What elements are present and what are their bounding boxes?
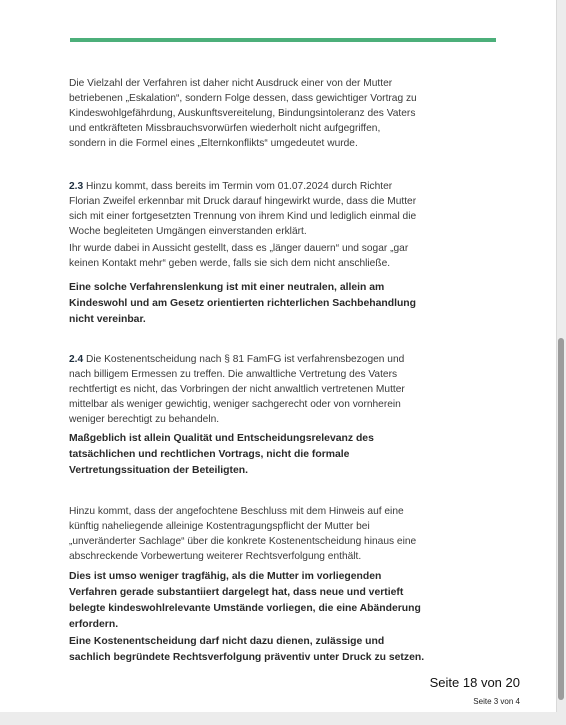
paragraph-section-2-4 bbox=[69, 352, 405, 427]
section-number: 2.4 bbox=[69, 354, 84, 365]
paragraph-cost-obligation: Hinzu kommt, dass der angefochtene Beschluss mit dem Hinweis auf eine künftig naheliegende alleinige Kostentragungspflicht der Mutter bei „unveränderter Sachlage“ über die konkrete Kostenentscheidung hinaus eine abschreckende Vorbewertung weiterer Rechtsverfolgung enthält. bbox=[69, 506, 417, 562]
vertical-scrollbar[interactable] bbox=[558, 338, 564, 700]
paragraph-bold-proceedings-conduct: Eine solche Verfahrenslenkung ist mit einer neutralen, allein am Kindeswohl und am Gesetz orientierten richterlichen Sachbehandlung nicht vereinbar. bbox=[69, 282, 416, 325]
paragraph-section-2-3 bbox=[69, 179, 416, 239]
page-number: Seite 18 von 20 bbox=[429, 675, 520, 690]
sub-page-number: Seite 3 von 4 bbox=[473, 697, 520, 706]
paragraph-bold-substantiated: Dies ist umso weniger tragfähig, als die Mutter im vorliegenden Verfahren gerade substantiiert dargelegt hat, dass neue und vertieft belegte kindeswohlrelevante Umstände vorliegen, die eine Abänderung erfordern. bbox=[69, 571, 421, 630]
paragraph-proceedings-volume: Die Vielzahl der Verfahren ist daher nicht Ausdruck einer von der Mutter betriebenen „Eskalation“, sondern Folge dessen, dass gewichtiger Vortrag zu Kindeswohlgefährdung, Auskunftsvereitelung, Bindungsintoleranz des Vaters und entkräfteten Missbrauchsvorwürfen wiederholt nicht aufgegriffen, sondern in die Formel eines „Elternkonflikts“ umgedeutet wurde. bbox=[69, 78, 417, 149]
section-number: 2.3 bbox=[69, 181, 84, 192]
header-accent-bar bbox=[70, 38, 496, 42]
paragraph-bold-cost-decision: Eine Kostenentscheidung darf nicht dazu dienen, zulässige und sachlich begründete Rechtsverfolgung präventiv unter Druck zu setzen. bbox=[69, 636, 425, 663]
section-text: Die Kostenentscheidung nach § 81 FamFG ist verfahrensbezogen und nach billigem Ermessen zu treffen. Die anwaltliche Vertretung des Vaters rechtfertigt es nicht, das Vorbringen der nicht anwaltlich vertretenen Mutter mittelbar als weniger gewichtig, weniger sachgerecht oder von vornherein weniger berechtigt zu behandeln. bbox=[69, 354, 405, 425]
paragraph-bold-decisive-quality: Maßgeblich ist allein Qualität und Entscheidungsrelevanz des tatsächlichen und rechtlichen Vortrags, nicht die formale Vertretungssituation der Beteiligten. bbox=[69, 433, 374, 476]
section-text: Hinzu kommt, dass bereits im Termin vom 01.07.2024 durch Richter Florian Zweifel erkennbar mit Druck darauf hingewirkt wurde, dass die Mutter sich mit einer fortgesetzten Trennung von ihrem Kind und lediglich einmal die Woche begleiteten Umgängen einverstanden erklärt. bbox=[69, 181, 417, 237]
paragraph-prospect-statement: Ihr wurde dabei in Aussicht gestellt, dass es „länger dauern“ und sogar „gar keinen Kontakt mehr“ geben werde, falls sie sich dem nicht anschließe. bbox=[69, 243, 409, 269]
